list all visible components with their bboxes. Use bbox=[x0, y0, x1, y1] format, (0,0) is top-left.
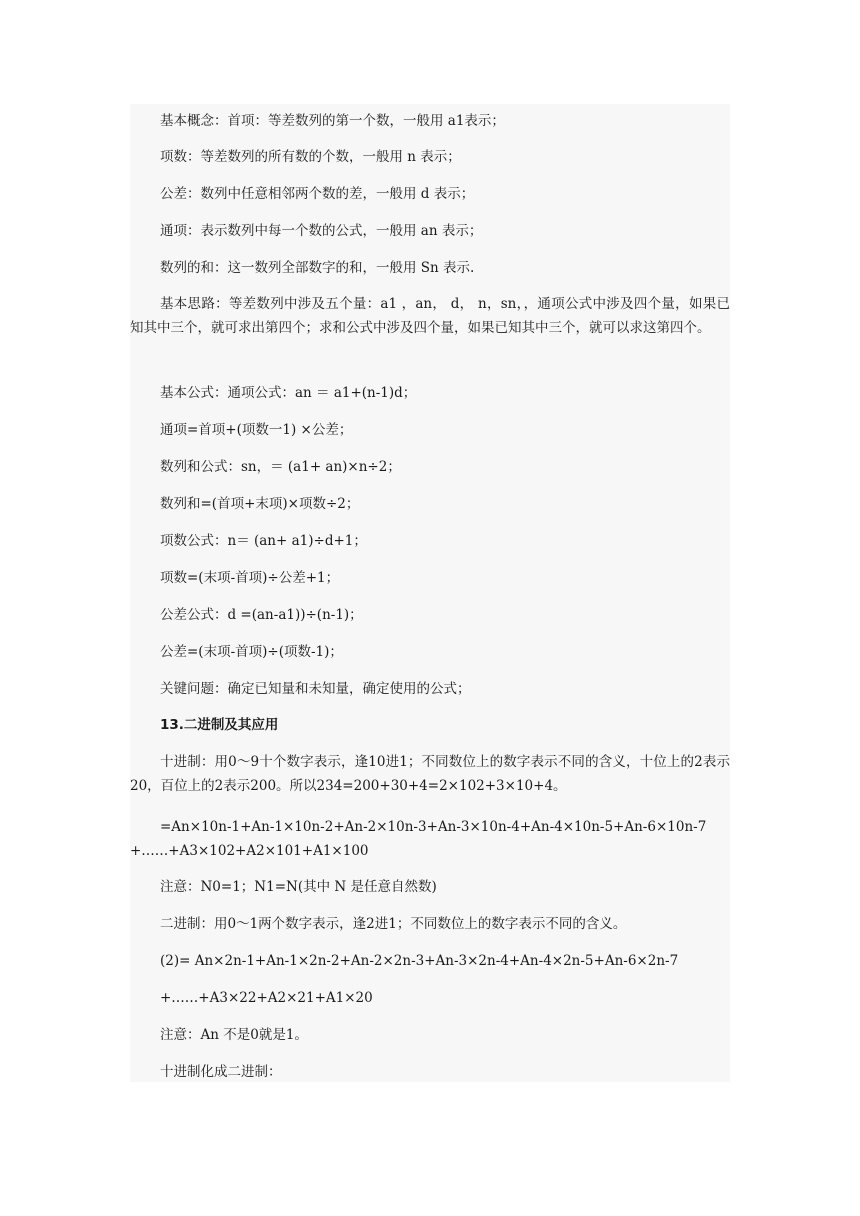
paragraph-general-term: 通项：表示数列中每一个数的公式，一般用 an 表示； bbox=[160, 223, 483, 239]
paragraph-key-question: 关键问题：确定已知量和未知量，确定使用的公式； bbox=[160, 681, 471, 697]
paragraph-binary-expansion-cont: +……+A3×22+A2×21+A1×20 bbox=[160, 990, 373, 1006]
paragraph-term-count-words: 项数=(末项-首项)÷公差+1； bbox=[160, 570, 340, 586]
paragraph-basic-concept: 基本概念：首项：等差数列的第一个数，一般用 a1表示； bbox=[160, 113, 505, 129]
paragraph-decimal: 十进制：用0～9十个数字表示，逢10进1；不同数位上的数字表示不同的含义，十位上的2表示20，百位上的2表示200。所以234=200+30+4=2×102+3×10+4。 bbox=[130, 754, 730, 794]
paragraph-note-exponent: 注意：N0=1；N1=N(其中 N 是任意自然数) bbox=[160, 879, 437, 895]
paragraph-note-an: 注意：An 不是0就是1。 bbox=[160, 1027, 308, 1043]
paragraph-common-difference: 公差：数列中任意相邻两个数的差，一般用 d 表示； bbox=[160, 186, 475, 202]
paragraph-binary: 二进制：用0～1两个数字表示，逢2进1；不同数位上的数字表示不同的含义。 bbox=[160, 916, 627, 932]
paragraph-formula-general-term: 基本公式：通项公式：an ＝ a1+(n-1)d； bbox=[160, 385, 417, 401]
section-heading-binary: 13.二进制及其应用 bbox=[160, 717, 279, 733]
paragraph-formula-difference: 公差公式：d =(an-a1))÷(n-1)； bbox=[160, 607, 363, 623]
paragraph-general-term-words: 通项=首项+(项数一1) ×公差； bbox=[160, 422, 353, 438]
paragraph-binary-expansion: (2)= An×2n-1+An-1×2n-2+An-2×2n-3+An-3×2n-4+An-4×2n-5+An-6×2n-7 bbox=[160, 953, 679, 969]
paragraph-sum: 数列的和：这一数列全部数字的和，一般用 Sn 表示. bbox=[160, 260, 475, 276]
paragraph-formula-sum: 数列和公式：sn，＝ (a1+ an)×n÷2； bbox=[160, 459, 401, 475]
paragraph-sum-words: 数列和=(首项+末项)×项数÷2； bbox=[160, 496, 360, 512]
paragraph-basic-idea: 基本思路：等差数列中涉及五个量：a1 ，an， d， n，sn，，通项公式中涉及四个量，如果已知其中三个，就可求出第四个；求和公式中涉及四个量，如果已知其中三个，就可以求这第四个。 bbox=[130, 296, 730, 336]
paragraph-decimal-expansion: =An×10n-1+An-1×10n-2+An-2×10n-3+An-3×10n-4+An-4×10n-5+An-6×10n-7+……+A3×102+A2×101+A1×100 bbox=[130, 819, 707, 859]
paragraph-decimal-to-binary: 十进制化成二进制： bbox=[160, 1064, 282, 1080]
paragraph-formula-term-count: 项数公式：n＝ (an+ a1)÷d+1； bbox=[160, 533, 367, 549]
paragraph-difference-words: 公差=(末项-首项)÷(项数-1)； bbox=[160, 644, 343, 660]
paragraph-term-count: 项数：等差数列的所有数的个数，一般用 n 表示； bbox=[160, 149, 461, 165]
